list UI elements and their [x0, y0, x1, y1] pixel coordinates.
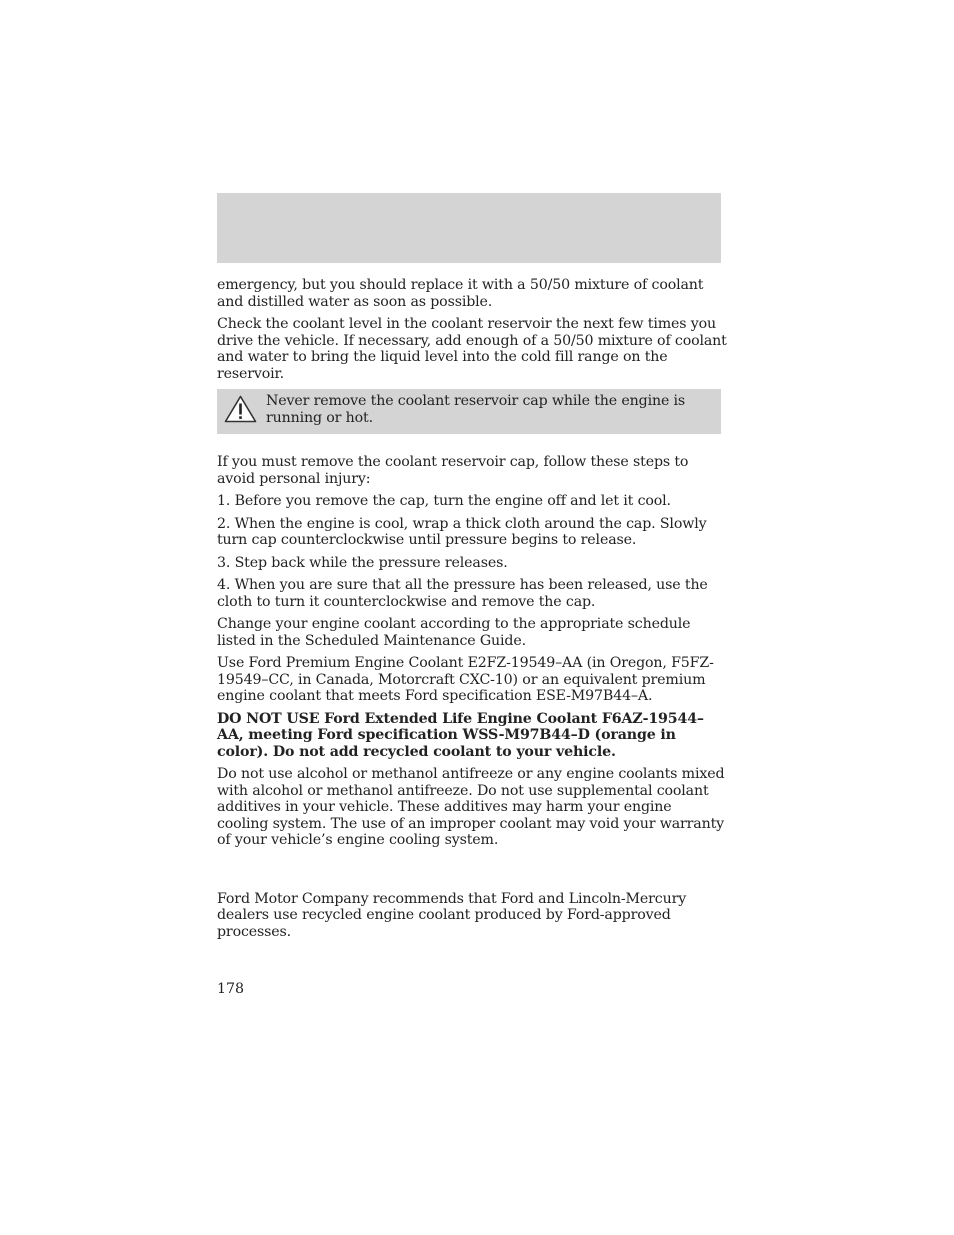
bold-notice: DO NOT USE Ford Extended Life Engine Coolant F6AZ-19544–AA, meeting Ford specification WSS-M97B44–D (orange in color). Do not add recycled coolant to your vehicle.: [217, 710, 704, 760]
step-4: 4. When you are sure that all the pressure has been released, use the cloth to turn it counterclockwise and remove the cap.: [217, 577, 708, 610]
paragraph-coolant-spec: Use Ford Premium Engine Coolant E2FZ-19549–AA (in Oregon, F5FZ-19549–CC, in Canada, Motorcraft CXC-10) or an equivalent premium engine coolant that meets Ford specification ESE-M97B44–A.: [217, 655, 714, 704]
paragraph-intro-steps: If you must remove the coolant reservoir cap, follow these steps to avoid personal injury:: [217, 454, 689, 487]
paragraph-antifreeze: Do not use alcohol or methanol antifreeze or any engine coolants mixed with alcohol or methanol antifreeze. Do not use supplemental coolant additives in your vehicle. These additives may harm your engine cooling system. The use of an improper coolant may void your warranty of your vehicle’s engine cooling system.: [217, 766, 725, 848]
paragraph-check-level: Check the coolant level in the coolant reservoir the next few times you drive the vehicle. If necessary, add enough of a 50/50 mixture of coolant and water to bring the liquid level into the cold fill range on the reservoir.: [217, 316, 727, 382]
paragraph-recycled: Ford Motor Company recommends that Ford and Lincoln-Mercury dealers use recycled engine coolant produced by Ford-approved processes.: [217, 890, 687, 940]
warning-box: [217, 389, 721, 434]
paragraph-emergency: emergency, but you should replace it with a 50/50 mixture of coolant and distilled water as soon as possible.: [217, 277, 704, 310]
manual-page-body: [217, 277, 727, 946]
step-1: 1. Before you remove the cap, turn the engine off and let it cool.: [217, 493, 671, 509]
section-header-band: [217, 193, 721, 263]
section-spacer: [217, 855, 727, 891]
page-number: 178: [217, 981, 245, 997]
step-3: 3. Step back while the pressure releases.: [217, 554, 508, 571]
warning-text: Never remove the coolant reservoir cap while the engine is running or hot.: [266, 393, 686, 426]
step-2: 2. When the engine is cool, wrap a thick cloth around the cap. Slowly turn cap counterclockwise until pressure begins to release.: [217, 515, 707, 548]
paragraph-schedule: Change your engine coolant according to the appropriate schedule listed in the Scheduled Maintenance Guide.: [217, 616, 691, 649]
warning-triangle-icon: [224, 395, 257, 423]
